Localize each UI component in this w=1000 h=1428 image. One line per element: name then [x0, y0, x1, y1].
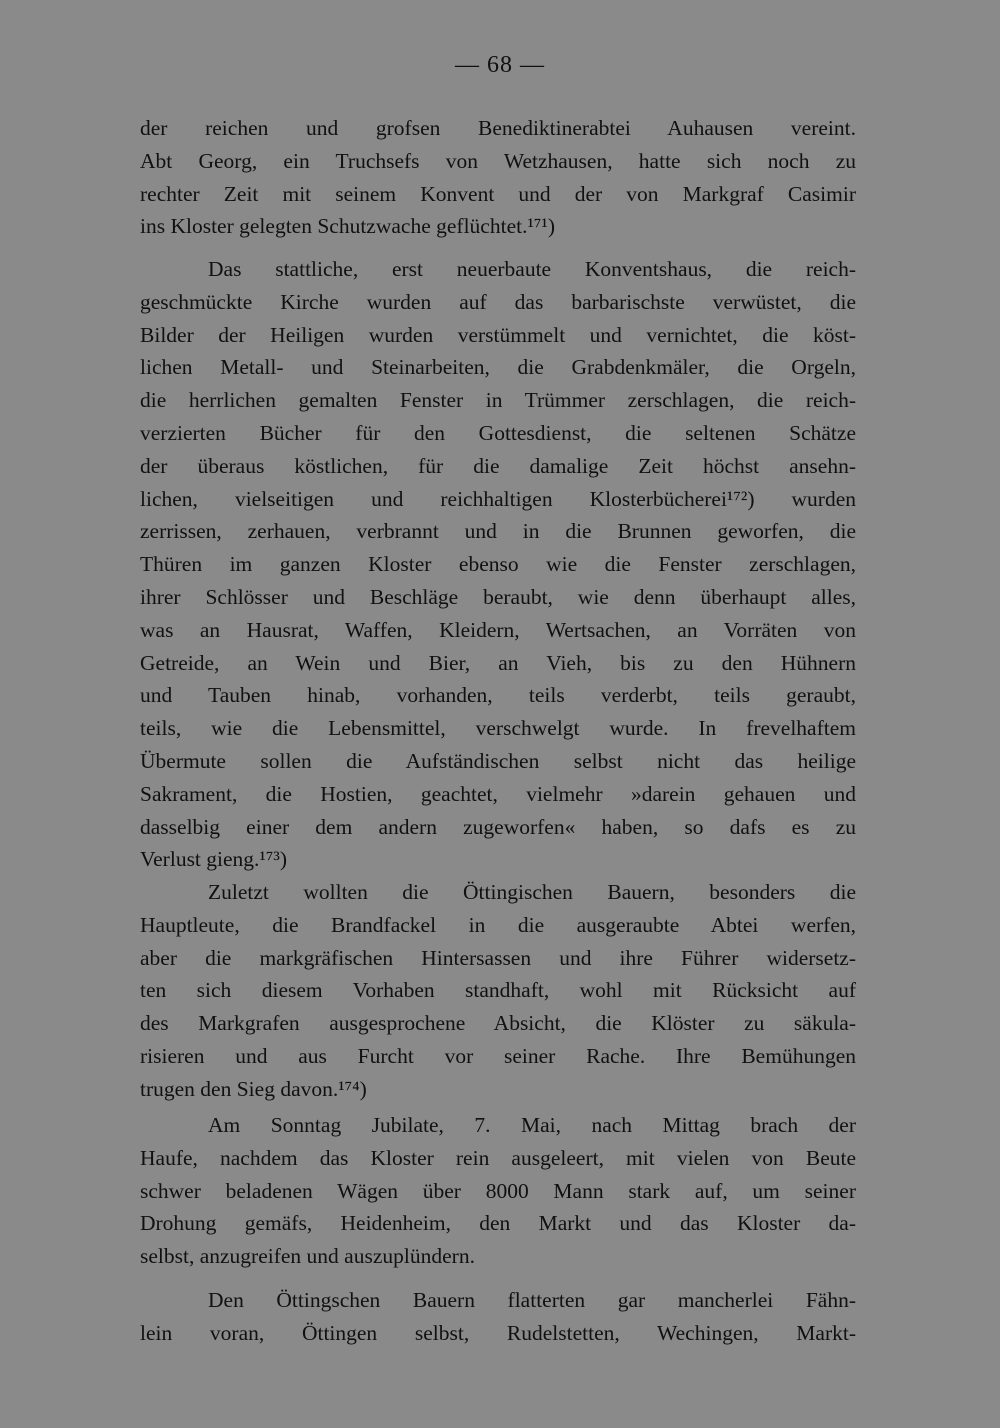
paragraph-2 — [140, 253, 856, 876]
paragraph-1 — [140, 112, 856, 243]
text-line: zerrissen, zerhauen, verbrannt und in die Brunnen geworfen, die — [140, 519, 856, 544]
text-line: trugen den Sieg davon.¹⁷⁴) — [140, 1076, 367, 1101]
text-line: Das stattliche, erst neuerbaute Konventshaus, die reich- — [208, 257, 856, 281]
text-line: Sakrament, die Hostien, geachtet, vielmehr »darein gehauen und — [140, 781, 856, 806]
text-line: Hauptleute, die Brandfackel in die ausgeraubte Abtei werfen, — [140, 912, 856, 937]
text-line: schwer beladenen Wägen über 8000 Mann stark auf, um seiner — [140, 1178, 856, 1203]
text-line: Drohung gemäfs, Heidenheim, den Markt und das Kloster da- — [140, 1211, 856, 1236]
text-line: ten sich diesem Vorhaben standhaft, wohl mit Rücksicht auf — [140, 978, 856, 1003]
text-line: risieren und aus Furcht vor seiner Rache. Ihre Bemühungen — [140, 1043, 856, 1068]
text-line: Verlust gieng.¹⁷³) — [140, 847, 287, 872]
paragraph-3 — [140, 876, 856, 1106]
text-line: Bilder der Heiligen wurden verstümmelt und vernichtet, die köst- — [140, 322, 856, 347]
text-line: selbst, anzugreifen und auszuplündern. — [140, 1244, 475, 1269]
text-line: Zuletzt wollten die Öttingischen Bauern, besonders die — [208, 880, 856, 904]
text-line: Haufe, nachdem das Kloster rein ausgeleert, mit vielen von Beute — [140, 1145, 856, 1170]
text-line: Abt Georg, ein Truchsefs von Wetzhausen, hatte sich noch zu — [140, 148, 856, 173]
text-line: Den Öttingschen Bauern flatterten gar mancherlei Fähn- — [208, 1288, 856, 1312]
page-number: — 68 — — [455, 52, 545, 78]
text-line: und Tauben hinab, vorhanden, teils verderbt, teils geraubt, — [140, 683, 856, 708]
text-line: der reichen und grofsen Benediktinerabtei Auhausen vereint. — [140, 116, 856, 140]
text-line: ins Kloster gelegten Schutzwache geflüchtet.¹⁷¹) — [140, 214, 556, 239]
text-line: die herrlichen gemalten Fenster in Trümmer zerschlagen, die reich- — [140, 388, 856, 413]
text-line: dasselbig einer dem andern zugeworfen« haben, so dafs es zu — [140, 814, 856, 839]
text-line: Übermute sollen die Aufständischen selbst nicht das heilige — [140, 748, 856, 773]
text-line: Thüren im ganzen Kloster ebenso wie die Fenster zerschlagen, — [140, 552, 856, 577]
text-line: was an Hausrat, Waffen, Kleidern, Wertsachen, an Vorräten von — [140, 617, 856, 642]
text-line: geschmückte Kirche wurden auf das barbarischste verwüstet, die — [140, 289, 856, 314]
text-line: der überaus köstlichen, für die damalige Zeit höchst ansehn- — [140, 453, 856, 478]
text-line: des Markgrafen ausgesprochene Absicht, die Klöster zu säkula- — [140, 1011, 856, 1036]
text-line: lichen Metall- und Steinarbeiten, die Grabdenkmäler, die Orgeln, — [140, 355, 856, 380]
paragraph-4 — [140, 1109, 856, 1273]
text-line: aber die markgräfischen Hintersassen und ihre Führer widersetz- — [140, 945, 856, 970]
text-line: rechter Zeit mit seinem Konvent und der von Markgraf Casimir — [140, 181, 856, 206]
text-line: teils, wie die Lebensmittel, verschwelgt wurde. In frevelhaftem — [140, 716, 856, 741]
text-line: lein voran, Öttingen selbst, Rudelstetten, Wechingen, Markt- — [140, 1320, 856, 1345]
text-line: Getreide, an Wein und Bier, an Vieh, bis zu den Hühnern — [140, 650, 856, 675]
text-line: Am Sonntag Jubilate, 7. Mai, nach Mittag brach der — [208, 1113, 856, 1137]
paragraph-5 — [140, 1284, 856, 1350]
text-line: lichen, vielseitigen und reichhaltigen Klosterbücherei¹⁷²) wurden — [140, 486, 856, 511]
text-line: ihrer Schlösser und Beschläge beraubt, wie denn überhaupt alles, — [140, 584, 856, 609]
text-line: verzierten Bücher für den Gottesdienst, die seltenen Schätze — [140, 420, 856, 445]
